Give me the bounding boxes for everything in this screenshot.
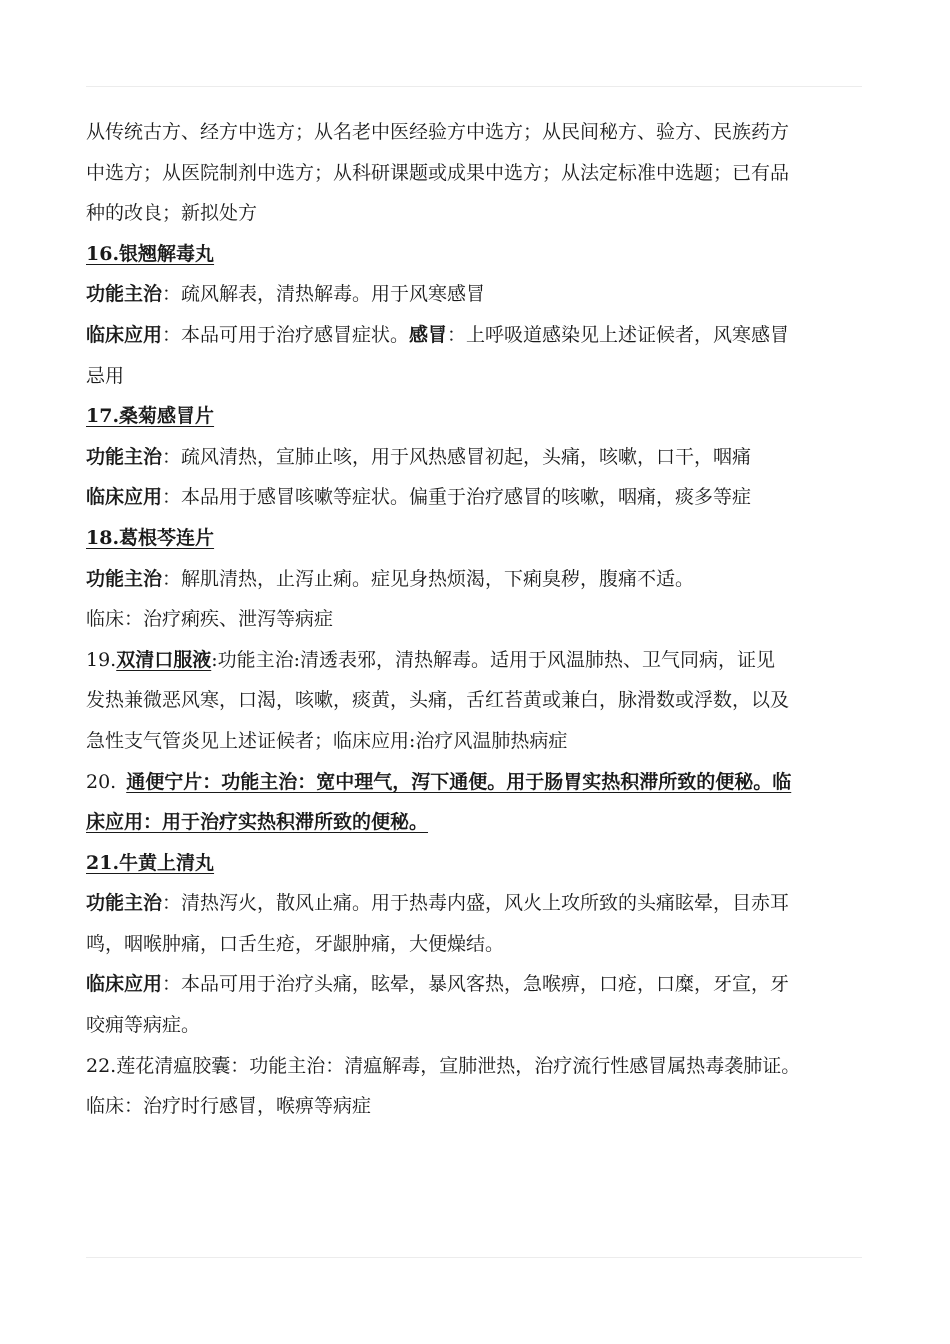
document-body [86, 112, 876, 1127]
item-19-row-1 [86, 640, 876, 681]
item-16-cold-label: 感冒 [409, 323, 448, 346]
item-16-clinical-row [86, 315, 876, 356]
item-18-clinical-row: 临床：治疗痢疾、泄泻等病症 [86, 608, 334, 631]
item-17-function-text: ：疏风清热，宣肺止咳，用于风热感冒初起，头痛，咳嗽，口干，咽痛 [162, 445, 752, 468]
item-18-function-row [86, 559, 876, 600]
item-21-title-row [86, 843, 876, 884]
item-18-function-text: ：解肌清热，止泻止痢。症见身热烦渴，下痢臭秽，腹痛不适。 [162, 567, 695, 590]
item-20-text-2: 床应用：用于治疗实热积滞所致的便秘。 [86, 811, 429, 834]
item-20-row-1 [86, 762, 876, 803]
item-21-function-row [86, 883, 876, 924]
item-22-row-2: 临床：治疗时行感冒，喉痹等病症 [86, 1095, 372, 1118]
item-18-function-label: 功能主治 [86, 567, 163, 590]
item-21-function-row-2: 鸣，咽喉肿痛，口舌生疮，牙龈肿痛，大便燥结。 [86, 932, 505, 955]
item-20-row-2 [86, 802, 876, 843]
item-21-clinical-row-2: 咬痈等病症。 [86, 1014, 201, 1037]
item-20-text-1: 通便宁片：功能主治：宽中理气，泻下通便。用于肠胃实热积滞所致的便秘。临 [126, 770, 792, 793]
item-17-clinical-label: 临床应用 [86, 486, 163, 509]
item-17-function-row [86, 437, 876, 478]
item-17-clinical-text: ：本品用于感冒咳嗽等症状。偏重于治疗感冒的咳嗽，咽痛，痰多等症 [162, 486, 752, 509]
item-18-title-row [86, 518, 876, 559]
item-17-title: 17.桑菊感冒片 [86, 405, 215, 428]
item-16-title-row [86, 234, 876, 275]
item-19-number: 19. [86, 648, 117, 671]
item-16-function-label: 功能主治 [86, 283, 163, 306]
item-17-clinical-row [86, 477, 876, 518]
item-16-title: 16.银翘解毒丸 [86, 242, 215, 265]
item-21-clinical-row [86, 964, 876, 1005]
item-17-title-row [86, 396, 876, 437]
item-16-function-row [86, 274, 876, 315]
item-21-title: 21.牛黄上清丸 [86, 851, 215, 874]
item-21-clinical-text: ：本品可用于治疗头痛，眩晕，暴风客热，急喉痹，口疮，口糜，牙宣，牙 [162, 973, 790, 996]
item-22-row-1: 22.莲花清瘟胶囊：功能主治：清瘟解毒，宣肺泄热，治疗流行性感冒属热毒袭肺证。 [86, 1054, 801, 1077]
intro-line-3: 种的改良；新拟处方 [86, 202, 258, 225]
item-16-function-text: ：疏风解表，清热解毒。用于风寒感冒 [162, 283, 486, 306]
footer-divider [86, 1257, 862, 1258]
item-19-text-1: :功能主治:清透表邪，清热解毒。适用于风温肺热、卫气同病，证见 [211, 648, 776, 671]
intro-line-1: 从传统古方、经方中选方；从名老中医经验方中选方；从民间秘方、验方、民族药方 [86, 121, 790, 143]
item-18-title: 18.葛根芩连片 [86, 526, 215, 549]
item-20-number: 20. [86, 770, 117, 793]
item-16-cold-text: ：上呼吸道感染见上述证候者，风寒感冒 [447, 323, 790, 346]
item-17-function-label: 功能主治 [86, 445, 163, 468]
intro-line-2: 中选方；从医院制剂中选方；从科研课题或成果中选方；从法定标准中选题；已有品 [86, 161, 790, 184]
item-16-clinical-label: 临床应用 [86, 323, 163, 346]
item-21-function-label: 功能主治 [86, 892, 163, 915]
item-21-function-text: ：清热泻火，散风止痛。用于热毒内盛，风火上攻所致的头痛眩晕，目赤耳 [162, 892, 790, 915]
item-19-row-3: 急性支气管炎见上述证候者；临床应用:治疗风温肺热病症 [86, 729, 568, 752]
item-19-name: 双清口服液 [116, 648, 212, 671]
item-19-row-2: 发热兼微恶风寒，口渴，咳嗽，痰黄，头痛，舌红苔黄或兼白，脉滑数或浮数，以及 [86, 689, 790, 712]
item-16-clinical-text: ：本品可用于治疗感冒症状。 [162, 323, 410, 346]
item-21-clinical-label: 临床应用 [86, 973, 163, 996]
header-divider [86, 86, 862, 87]
item-16-clinical-row-2: 忌用 [86, 364, 125, 387]
